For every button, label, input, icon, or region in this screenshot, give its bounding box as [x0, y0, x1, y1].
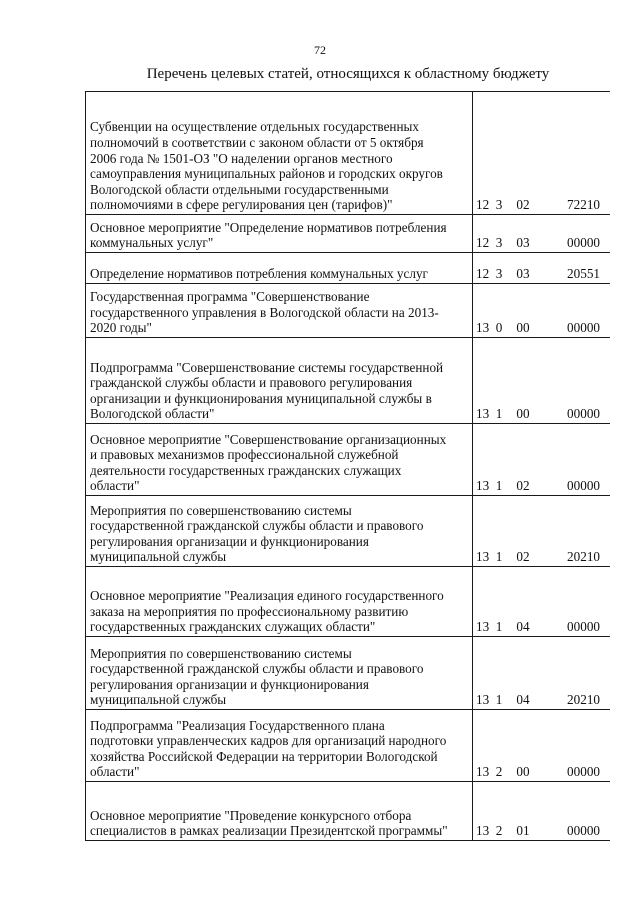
- code-subprogram: 1: [495, 692, 503, 708]
- code-subprogram: 1: [495, 549, 503, 565]
- code-event: 02: [516, 197, 530, 213]
- code-program: 12: [476, 235, 490, 251]
- code-direction: 00000: [567, 823, 600, 839]
- row-description: Государственная программа "Совершенствование государственного управления в Вологодской области на 2013- 2020 годы": [86, 284, 473, 338]
- row-description: Основное мероприятие "Определение нормативов потребления коммунальных услуг": [86, 215, 473, 253]
- code-program: 13: [476, 320, 490, 336]
- code-subprogram: 2: [495, 823, 503, 839]
- row-codes: [473, 496, 610, 567]
- row-description: Субвенции на осуществление отдельных государственных полномочий в соответствии с законом области от 5 октября 2006 года № 1501-ОЗ "О наделении органов местного самоуправления муниципальных районов и городских округов Вологодской области отдельными государственными полномочиями в сфере регулирования цен (тарифов)": [86, 92, 473, 215]
- row-codes: [473, 567, 610, 637]
- row-description: Основное мероприятие "Проведение конкурсного отбора специалистов в рамках реализации Президентской программы": [86, 782, 473, 841]
- table-row: [86, 637, 610, 710]
- table-row: [86, 710, 610, 782]
- code-event: 03: [516, 266, 530, 282]
- code-direction: 72210: [567, 197, 600, 213]
- row-codes: [473, 253, 610, 284]
- code-event: 04: [516, 692, 530, 708]
- row-codes: [473, 215, 610, 253]
- code-program: 13: [476, 619, 490, 635]
- table-row: [86, 92, 610, 215]
- code-subprogram: 2: [495, 764, 503, 780]
- row-codes: [473, 637, 610, 710]
- row-description: Основное мероприятие "Реализация единого государственного заказа на мероприятия по профессиональному развитию государственных гражданских служащих области": [86, 567, 473, 637]
- table-row: [86, 782, 610, 841]
- code-program: 13: [476, 406, 490, 422]
- code-program: 12: [476, 197, 490, 213]
- row-description: Определение нормативов потребления коммунальных услуг: [86, 253, 473, 284]
- row-description: Подпрограмма "Совершенствование системы государственной гражданской службы области и правового регулирования организации и функционирования муниципальной службы в Вологодской области": [86, 338, 473, 424]
- code-direction: 00000: [567, 406, 600, 422]
- table-row: [86, 567, 610, 637]
- row-codes: [473, 710, 610, 782]
- code-direction: 00000: [567, 478, 600, 494]
- row-description: Основное мероприятие "Совершенствование организационных и правовых механизмов профессиональной служебной деятельности государственных гражданских служащих области": [86, 424, 473, 496]
- table-row: [86, 424, 610, 496]
- code-event: 02: [516, 549, 530, 565]
- code-direction: 00000: [567, 619, 600, 635]
- code-event: 00: [516, 406, 530, 422]
- row-codes: [473, 782, 610, 841]
- code-subprogram: 1: [495, 619, 503, 635]
- row-codes: [473, 424, 610, 496]
- table-row: [86, 338, 610, 424]
- budget-table: [85, 91, 610, 841]
- table-row: [86, 496, 610, 567]
- code-event: 00: [516, 764, 530, 780]
- code-event: 02: [516, 478, 530, 494]
- code-direction: 20210: [567, 549, 600, 565]
- row-codes: [473, 284, 610, 338]
- code-event: 01: [516, 823, 530, 839]
- row-codes: [473, 338, 610, 424]
- table-row: [86, 215, 610, 253]
- page-number: 72: [314, 43, 326, 57]
- code-subprogram: 3: [495, 197, 503, 213]
- code-direction: 20551: [567, 266, 600, 282]
- table-row: [86, 284, 610, 338]
- code-program: 13: [476, 549, 490, 565]
- code-program: 13: [476, 764, 490, 780]
- code-event: 04: [516, 619, 530, 635]
- row-description: Мероприятия по совершенствованию системы государственной гражданской службы области и правового регулирования организации и функционирования муниципальной службы: [86, 637, 473, 710]
- code-program: 13: [476, 692, 490, 708]
- page-title: Перечень целевых статей, относящихся к областному бюджету: [146, 66, 550, 82]
- code-direction: 00000: [567, 320, 600, 336]
- code-event: 03: [516, 235, 530, 251]
- code-direction: 00000: [567, 235, 600, 251]
- code-direction: 00000: [567, 764, 600, 780]
- code-direction: 20210: [567, 692, 600, 708]
- table-row: [86, 253, 610, 284]
- code-event: 00: [516, 320, 530, 336]
- code-subprogram: 1: [495, 478, 503, 494]
- row-description: Подпрограмма "Реализация Государственного плана подготовки управленческих кадров для организаций народного хозяйства Российской Федерации на территории Вологодской области": [86, 710, 473, 782]
- row-description: Мероприятия по совершенствованию системы государственной гражданской службы области и правового регулирования организации и функционирования муниципальной службы: [86, 496, 473, 567]
- code-program: 13: [476, 823, 490, 839]
- code-program: 12: [476, 266, 490, 282]
- code-subprogram: 0: [495, 320, 503, 336]
- code-program: 13: [476, 478, 490, 494]
- code-subprogram: 3: [495, 235, 503, 251]
- code-subprogram: 3: [495, 266, 503, 282]
- code-subprogram: 1: [495, 406, 503, 422]
- row-codes: [473, 92, 610, 215]
